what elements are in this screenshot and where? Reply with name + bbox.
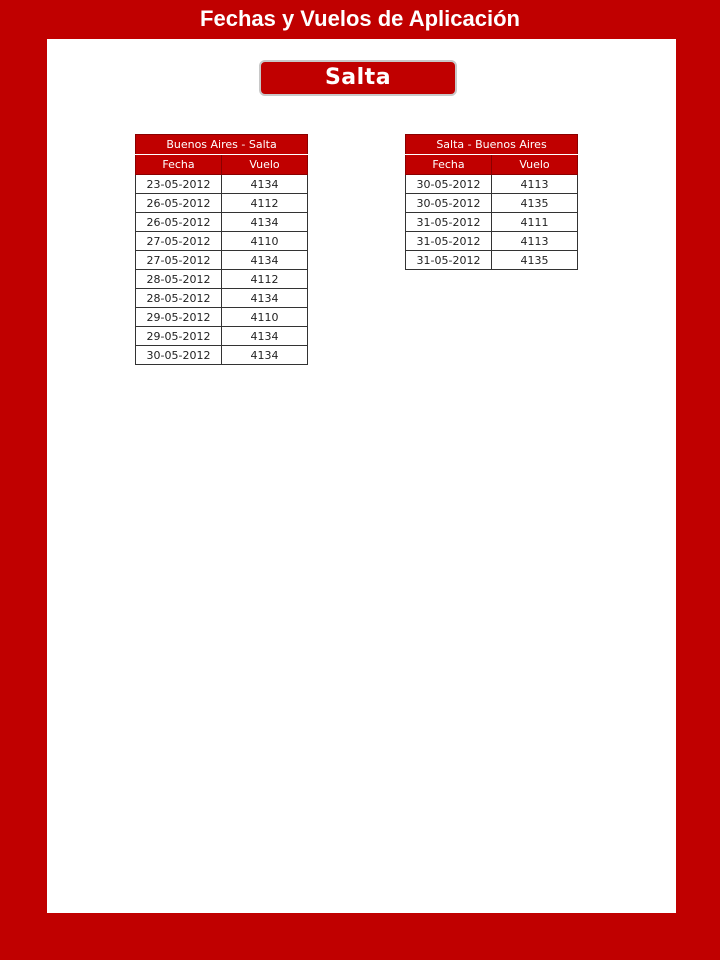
flight-number: 4135 xyxy=(492,251,578,270)
flight-number: 4134 xyxy=(222,213,308,232)
table-row xyxy=(136,327,308,346)
table-row xyxy=(406,251,578,270)
return-fecha-header: Fecha xyxy=(406,155,492,175)
table-row xyxy=(136,232,308,251)
table-row xyxy=(406,175,578,194)
flight-number: 4110 xyxy=(222,232,308,251)
table-row xyxy=(406,232,578,251)
page-title: Fechas y Vuelos de Aplicación xyxy=(200,6,520,31)
flight-number: 4113 xyxy=(492,232,578,251)
outbound-vuelo-header: Vuelo xyxy=(222,155,308,175)
flight-date: 30-05-2012 xyxy=(406,175,492,194)
return-route-header: Salta - Buenos Aires xyxy=(406,135,578,155)
table-row xyxy=(136,289,308,308)
flight-date: 30-05-2012 xyxy=(136,346,222,365)
flight-number: 4134 xyxy=(222,346,308,365)
content-panel xyxy=(47,39,676,913)
return-vuelo-header: Vuelo xyxy=(492,155,578,175)
table-row xyxy=(136,194,308,213)
flight-date: 31-05-2012 xyxy=(406,232,492,251)
table-row xyxy=(406,213,578,232)
table-row xyxy=(136,270,308,289)
table-row xyxy=(136,213,308,232)
flight-date: 28-05-2012 xyxy=(136,270,222,289)
outbound-flights-table xyxy=(135,134,308,365)
outbound-route-header: Buenos Aires - Salta xyxy=(136,135,308,155)
flight-number: 4111 xyxy=(492,213,578,232)
table-row xyxy=(136,308,308,327)
flight-date: 30-05-2012 xyxy=(406,194,492,213)
flight-date: 31-05-2012 xyxy=(406,213,492,232)
flight-number: 4134 xyxy=(222,251,308,270)
flight-date: 31-05-2012 xyxy=(406,251,492,270)
flight-date: 29-05-2012 xyxy=(136,308,222,327)
table-row xyxy=(136,251,308,270)
flight-date: 27-05-2012 xyxy=(136,232,222,251)
flight-date: 28-05-2012 xyxy=(136,289,222,308)
flight-number: 4112 xyxy=(222,270,308,289)
outbound-fecha-header: Fecha xyxy=(136,155,222,175)
flight-number: 4112 xyxy=(222,194,308,213)
flight-number: 4134 xyxy=(222,289,308,308)
table-row xyxy=(136,346,308,365)
flight-date: 23-05-2012 xyxy=(136,175,222,194)
flight-date: 26-05-2012 xyxy=(136,213,222,232)
flight-date: 26-05-2012 xyxy=(136,194,222,213)
flight-number: 4135 xyxy=(492,194,578,213)
table-row xyxy=(406,194,578,213)
flight-date: 27-05-2012 xyxy=(136,251,222,270)
city-badge: Salta xyxy=(259,60,457,96)
flight-number: 4134 xyxy=(222,327,308,346)
return-flights-table xyxy=(405,134,578,270)
flight-number: 4134 xyxy=(222,175,308,194)
flight-date: 29-05-2012 xyxy=(136,327,222,346)
flight-number: 4113 xyxy=(492,175,578,194)
table-row xyxy=(136,175,308,194)
flight-number: 4110 xyxy=(222,308,308,327)
